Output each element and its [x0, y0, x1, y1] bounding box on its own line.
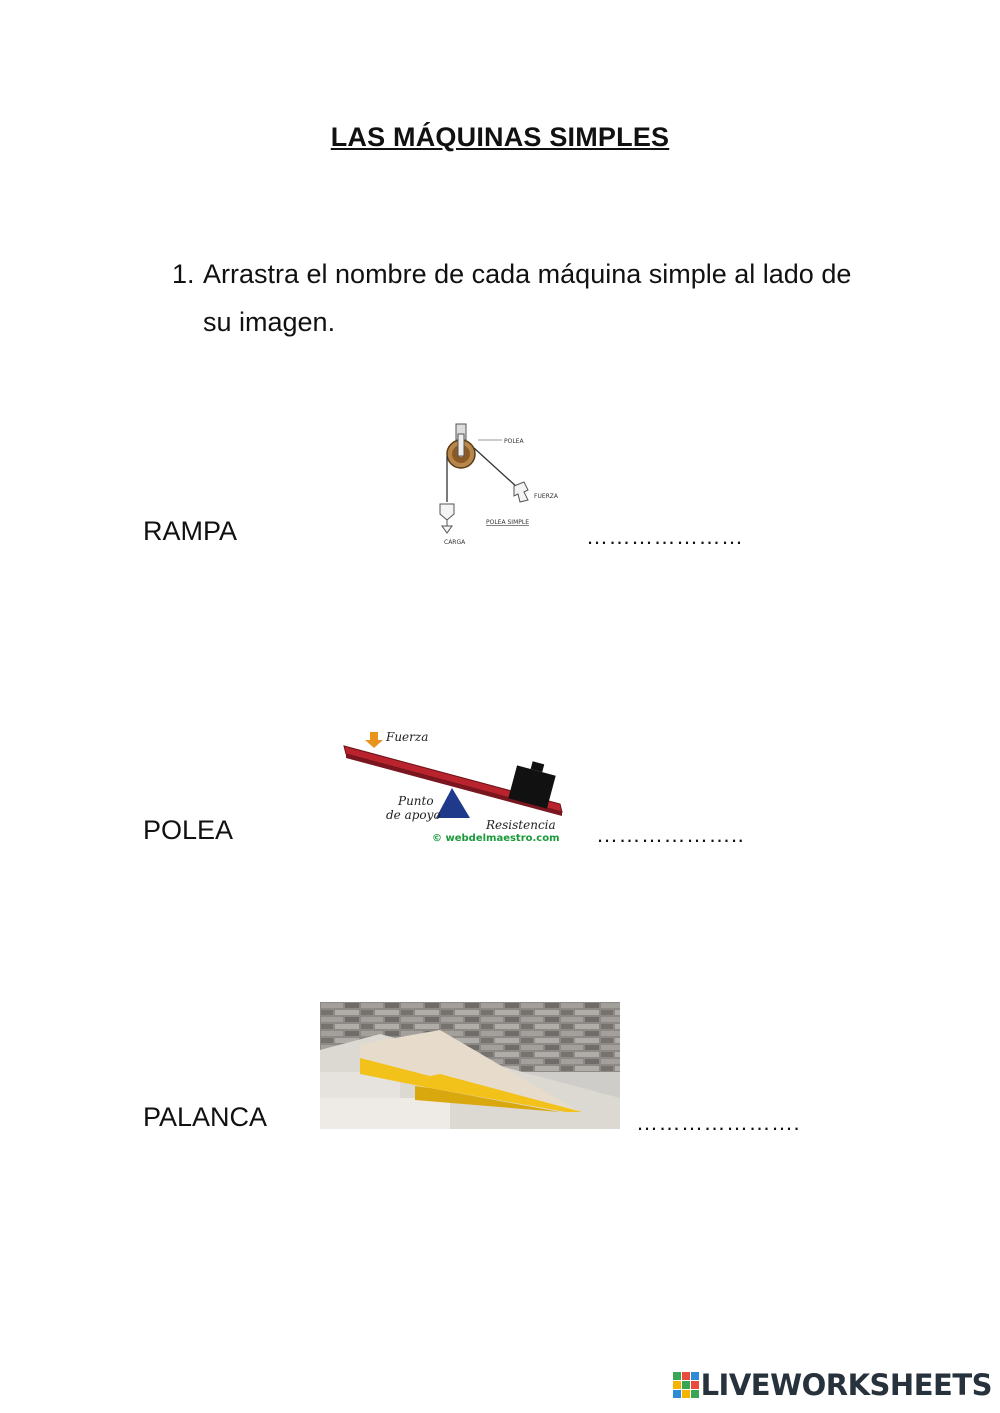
pulley-image — [436, 420, 566, 550]
pulley-label-polea: POLEA — [504, 438, 524, 445]
instruction-number: 1. — [172, 259, 195, 289]
liveworksheets-mark-icon — [673, 1372, 699, 1398]
liveworksheets-logo — [673, 1367, 992, 1403]
answer-blank-3[interactable]: …………………. — [636, 1110, 801, 1135]
liveworksheets-wordmark: LIVEWORKSHEETS — [700, 1367, 992, 1402]
draggable-word-palanca[interactable]: PALANCA — [143, 1102, 268, 1132]
pulley-label-carga: CARGA — [444, 539, 466, 546]
draggable-word-polea[interactable]: POLEA — [143, 815, 234, 845]
lever-label-resistencia: Resistencia — [486, 818, 556, 832]
answer-blank-1[interactable]: ………………… — [586, 524, 744, 549]
lever-label-de-apoyo: de apoyo — [386, 808, 441, 822]
lever-label-fuerza: Fuerza — [386, 730, 429, 744]
lever-diagram — [340, 726, 570, 848]
ramp-image — [320, 1002, 620, 1129]
ramp-photo — [320, 1002, 620, 1129]
pulley-label-polea-simple: POLEA SIMPLE — [486, 519, 529, 526]
instruction — [172, 250, 852, 346]
lever-label-punto: Punto — [398, 794, 434, 808]
instruction-text: Arrastra el nombre de cada máquina simple al lado de su imagen. — [203, 259, 852, 337]
pulley-label-fuerza: FUERZA — [534, 493, 559, 500]
pulley-diagram — [436, 420, 566, 550]
lever-image — [340, 726, 570, 848]
lever-watermark: © webdelmaestro.com — [432, 833, 560, 844]
answer-blank-2[interactable]: ……………….. — [596, 822, 745, 847]
draggable-word-rampa[interactable]: RAMPA — [143, 516, 238, 546]
worksheet-title: LAS MÁQUINAS SIMPLES — [330, 122, 670, 152]
